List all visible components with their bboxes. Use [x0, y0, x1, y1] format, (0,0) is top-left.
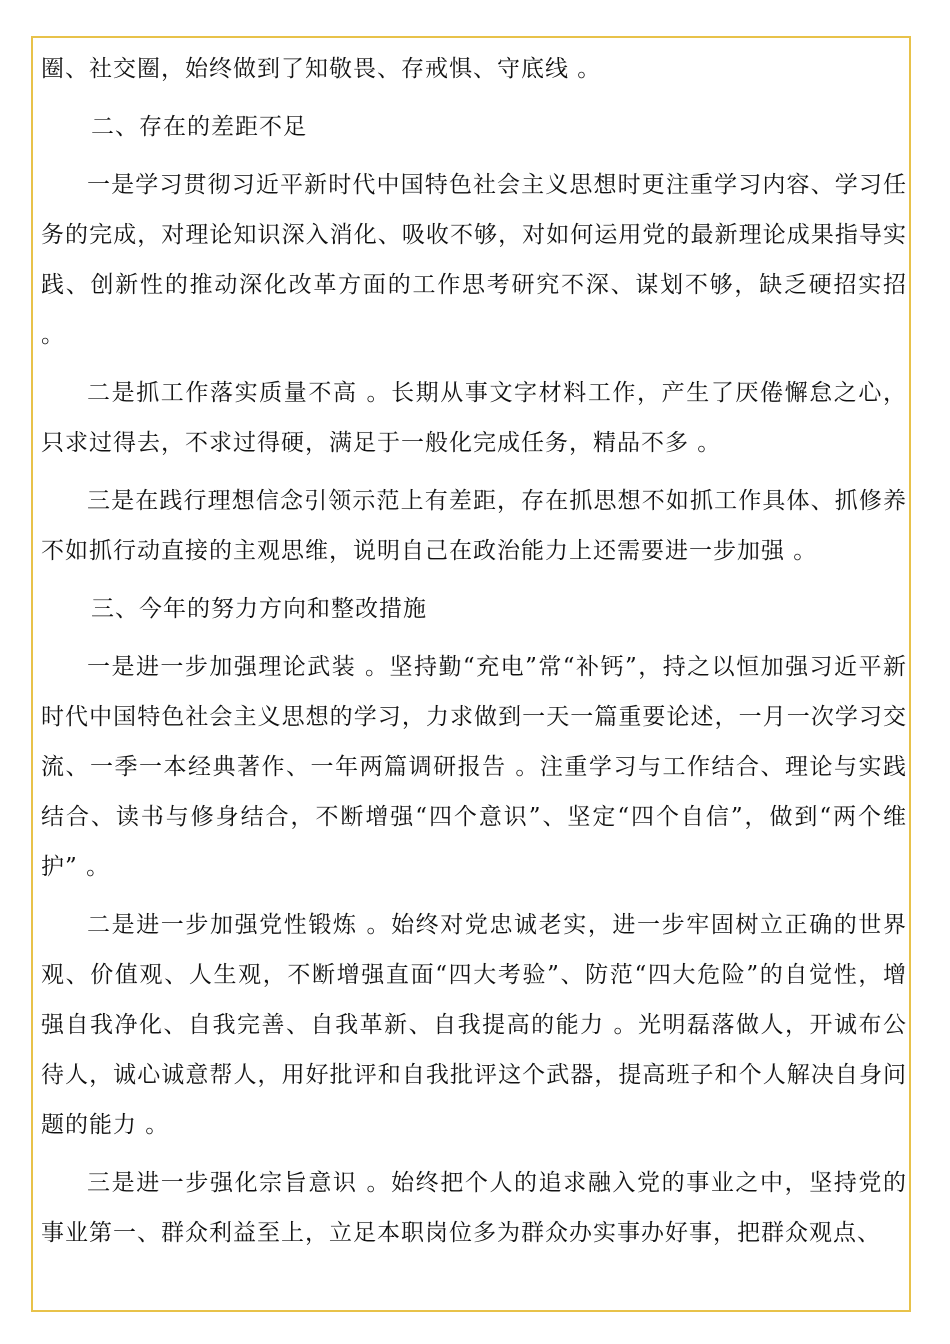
document-body — [41, 44, 907, 1258]
paragraph-measure-three: 三是进一步强化宗旨意识 。始终把个人的追求融入党的事业之中，坚持党的事业第一、群众利益至上，立足本职岗位多为群众办实事办好事，把群众观点、 — [41, 1170, 907, 1246]
paragraph-gap-three: 三是在践行理想信念引领示范上有差距，存在抓思想不如抓工作具体、抓修养不如抓行动直接的主观思维，说明自己在政治能力上还需要进一步加强 。 — [41, 488, 907, 564]
section-heading-gaps: 二、存在的差距不足 — [91, 114, 307, 140]
paragraph-gap-two: 二是抓工作落实质量不高 。长期从事文字材料工作，产生了厌倦懈怠之心，只求过得去，不求过得硬，满足于一般化完成任务，精品不多 。 — [41, 380, 907, 456]
paragraph-measure-one: 一是进一步加强理论武装 。坚持勤“充电”常“补钙”，持之以恒加强习近平新时代中国特色社会主义思想的学习，力求做到一天一篇重要论述，一月一次学习交流、一季一本经典著作、一年两篇调研报告 。注重学习与工作结合、理论与实践结合、读书与修身结合，不断增强“四个意识”、坚定“四个自信”，做到“两个维护” 。 — [41, 654, 907, 880]
paragraph-continuation: 圈、社交圈，始终做到了知敬畏、存戒惧、守底线 。 — [41, 56, 602, 82]
paragraph-gap-one: 一是学习贯彻习近平新时代中国特色社会主义思想时更注重学习内容、学习任务的完成，对理论知识深入消化、吸收不够，对如何运用党的最新理论成果指导实践、创新性的推动深化改革方面的工作思考研究不深、谋划不够，缺乏硬招实招 。 — [41, 172, 907, 348]
paragraph-measure-two: 二是进一步加强党性锻炼 。始终对党忠诚老实，进一步牢固树立正确的世界观、价值观、人生观，不断增强直面“四大考验”、防范“四大危险”的自觉性，增强自我净化、自我完善、自我革新、自我提高的能力 。光明磊落做人，开诚布公待人，诚心诚意帮人，用好批评和自我批评这个武器，提高班子和个人解决自身问题的能力 。 — [41, 912, 907, 1138]
section-heading-measures: 三、今年的努力方向和整改措施 — [91, 596, 427, 622]
